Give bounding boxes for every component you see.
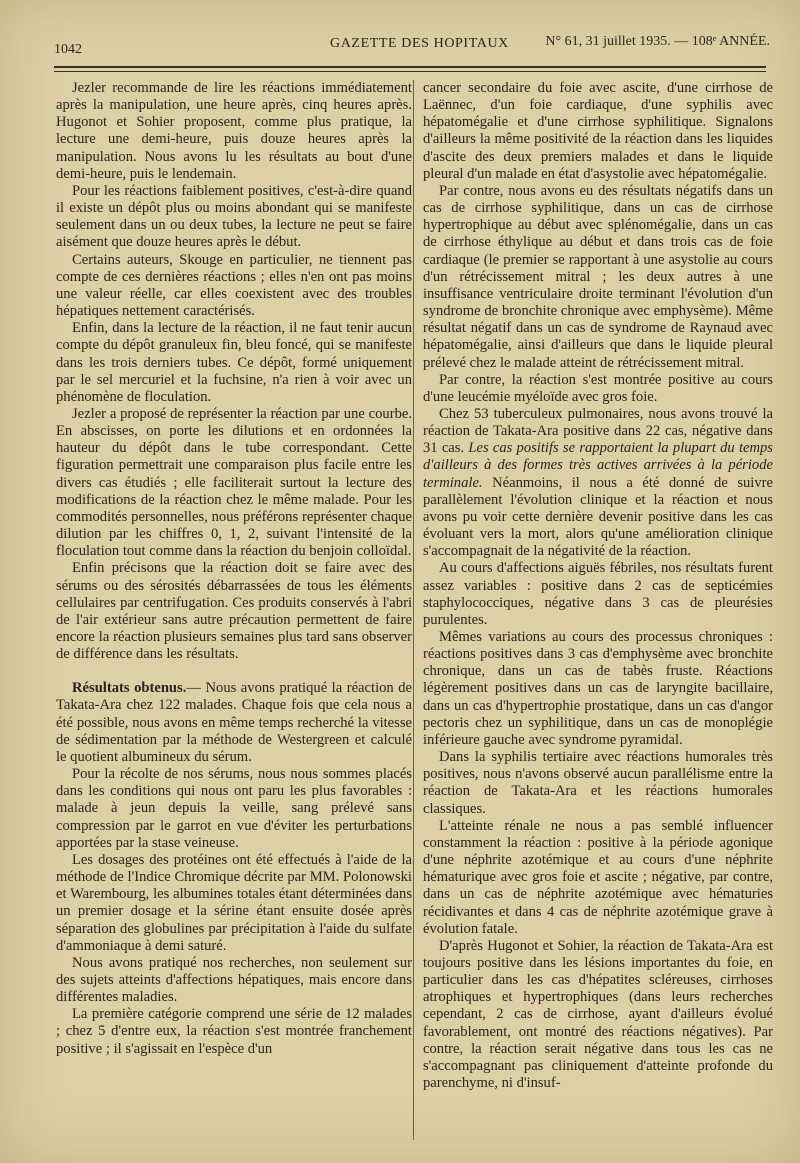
paragraph: La première catégorie comprend une série de 12 malades ; chez 5 d'entre eux, la réaction s'est montrée franchement positive ; il s'agissait en l'espèce d'un [56,1006,412,1057]
paragraph: Les dosages des protéines ont été effectués à l'aide de la méthode de l'Indice Chromique décrite par MM. Polonowski et Warembourg, les albumines totales étant déterminées dans un premier dosage et la sérine étant ensuite dosée après séparation des globulines par précipitation à l'aide du sulfate d'ammoniaque à demi saturé. [56,851,412,954]
header-rule [54,66,766,68]
column-divider [413,80,414,1140]
text-run: Néanmoins, il nous a été donné de suivre parallèlement l'évolution clinique et la réaction et nous avons pu voir cette dernière devenir positive dans les cas évoluant vers la mort, alors qu'une amélioration clinique s'accompagnait de la négativité de la réaction. [423,474,773,560]
paragraph: Pour les réactions faiblement positives, c'est-à-dire quand il existe un dépôt plus ou moins abondant qui se manifeste seulement dans un ou deux tubes, la lecture ne peut se faire aisément que douze heures après le début. [56,182,412,251]
page-header [54,32,770,60]
italic-text: Les cas positifs se rapportaient la plupart du temps d'ailleurs à des formes très actives arrivées à la période terminale. [423,440,773,491]
issue-info: N° 61, 31 juillet 1935. — 108ᵉ ANNÉE. [545,34,770,49]
page-number: 1042 [54,42,82,57]
paragraph: D'après Hugonot et Sohier, la réaction de Takata-Ara est toujours positive dans les lésions importantes du foie, en particulier dans les cas d'hépatites scléreuses, cirrhoses atrophiques et hypertrophiques (dans leurs recherches cependant, 2 cas de cirrhose, ayant d'ailleurs évolué favorablement, ont montré des réactions négatives). Par contre, la réaction serait négative dans tous les cas ne s'accompagnant pas cliniquement d'atteinte profonde du parenchyme, ni d'insuf- [423,937,773,1092]
paragraph: L'atteinte rénale ne nous a pas semblé influencer constamment la réaction : positive à la période agonique d'une néphrite azotémique et au cours d'une néphrite hématurique avec gros foie et ascite ; négative, par contre, dans un cas de néphrite azotémique avec hématuries récidivantes et dans 4 cas de néphrite azotémique grave à évolution fatale. [423,817,773,937]
paragraph: Par contre, nous avons eu des résultats négatifs dans un cas de cirrhose syphilitique, dans un cas de cirrhose hypertrophique au début avec splénomégalie, dans un cas de cirrhose éthylique au début et dans trois cas de foie cardiaque (le premier se rapportant à une asystolie au cours d'un rétrécissement mitral ; les deux autres à une insuffisance ventriculaire droite terminant l'évolution d'un syndrome de bronchite chronique avec emphysème). Même résultat négatif dans un cas de syndrome de Raynaud avec hépatomégalie, ainsi d'ailleurs que dans le liquide pleural prélevé chez le malade atteint de rétrécissement mitral. [423,182,773,371]
paragraph: Jezler recommande de lire les réactions immédiatement après la manipulation, une heure après, cinq heures après. Hugonot et Sohier proposent, comme plus pratique, la lecture une demi-heure, puis douze heures après la manipulation. Nous avons lu les résultats au bout d'une demi-heure, puis le lendemain. [56,80,412,182]
paragraph: Par contre, la réaction s'est montrée positive au cours d'une leucémie myéloïde avec gros foie. [423,371,773,405]
right-column [423,80,773,1092]
paragraph: Enfin, dans la lecture de la réaction, il ne faut tenir aucun compte du dépôt granuleux fin, bleu foncé, qui se manifeste dans les trois derniers tubes. Ce dépôt, formé uniquement par le sel mercuriel et la fuchsine, n'a rien à voir avec un phénomène de floculation. [56,320,412,405]
left-column [56,80,412,1058]
paragraph: Mêmes variations au cours des processus chroniques : réactions positives dans 3 cas d'emphysème avec bronchite chronique, dans un cas de tabès fruste. Réactions légèrement positives dans un cas de laryngite bacillaire, dans un cas d'hypertrophie prostatique, dans un cas d'angor pectoris chez un syphilitique, dans un cas de monoplégie inférieure gauche avec syndrome pyramidal. [423,629,773,748]
paragraph: Au cours d'affections aiguës fébriles, nos résultats furent assez variables : positive dans 2 cas de septicémies staphylococciques, négative dans 3 cas de pleurésies purulentes. [423,560,773,628]
text-run: Chez 53 tuberculeux pulmonaires, nous avons trouvé la réaction de Takata-Ara positive dans 22 cas, négative dans 31 cas. [423,405,773,457]
results-paragraph [56,680,412,766]
paragraph: Enfin précisons que la réaction doit se faire avec des sérums ou des sérosités débarrassées de tous les éléments cellulaires par centrifugation. Ces produits conservés à l'abri de l'air extérieur sans autre précaution permettent de faire encore la réaction plusieurs semaines plus tard sans observer de différence dans les résultats. [56,560,412,663]
paragraph: Dans la syphilis tertiaire avec réactions humorales très positives, nous n'avons observé aucun parallélisme entre la réaction de Takata-Ara et les réactions humorales classiques. [423,749,773,817]
paragraph: Certains auteurs, Skouge en particulier, ne tiennent pas compte de ces dernières réactions ; elles n'en ont pas moins une valeur réelle, car elles coexistent avec des troubles hépatiques nettement caractérisés. [56,251,412,320]
paragraph: Jezler a proposé de représenter la réaction par une courbe. En abscisses, on porte les dilutions et en ordonnées la hauteur du dépôt dans le tube correspondant. Cette figuration permettrait une comparaison plus facile entre les divers cas étudiés ; elle faciliterait surtout la lecture des modifications de la réaction chez le même malade. Pour les commodités personnelles, nous préférons représenter chaque dilution par les chiffres 0, 1, 2, suivant l'intensité de la floculation tout comme dans la réaction du benjoin colloïdal. [56,405,412,560]
paragraph: cancer secondaire du foie avec ascite, d'une cirrhose de Laënnec, d'un foie cardiaque, d'une syphilis avec hépatomégalie et d'une cirrhose syphilitique. Signalons d'ailleurs la même positivité de la réaction dans les liquides d'ascite des deux premiers malades et dans le liquide pleural d'un malade en état d'asystolie avec hépatomégalie. [423,80,773,182]
header-rule-thin [54,71,766,72]
paragraph [423,406,773,560]
paragraph: Nous avons pratiqué nos recherches, non seulement sur des sujets atteints d'affections hépatiques, mais encore dans différentes maladies. [56,954,412,1006]
journal-title: GAZETTE DES HOPITAUX [330,36,509,51]
results-text: — Nous avons pratiqué la réaction de Takata-Ara chez 122 malades. Chaque fois que cela nous a été possible, nous avons en même temps recherché la vitesse de sédimentation par la méthode de Westergreen et calculé le quotient albumineux du sérum. [56,680,412,765]
paragraph: Pour la récolte de nos sérums, nous nous sommes placés dans les conditions qui nous ont paru les plus favorables : malade à jeun depuis la veille, sang prélevé sans compression par le garrot en vue d'éviter les perturbations apportées par la stase veineuse. [56,766,412,851]
section-heading: Résultats obtenus. [72,680,187,697]
